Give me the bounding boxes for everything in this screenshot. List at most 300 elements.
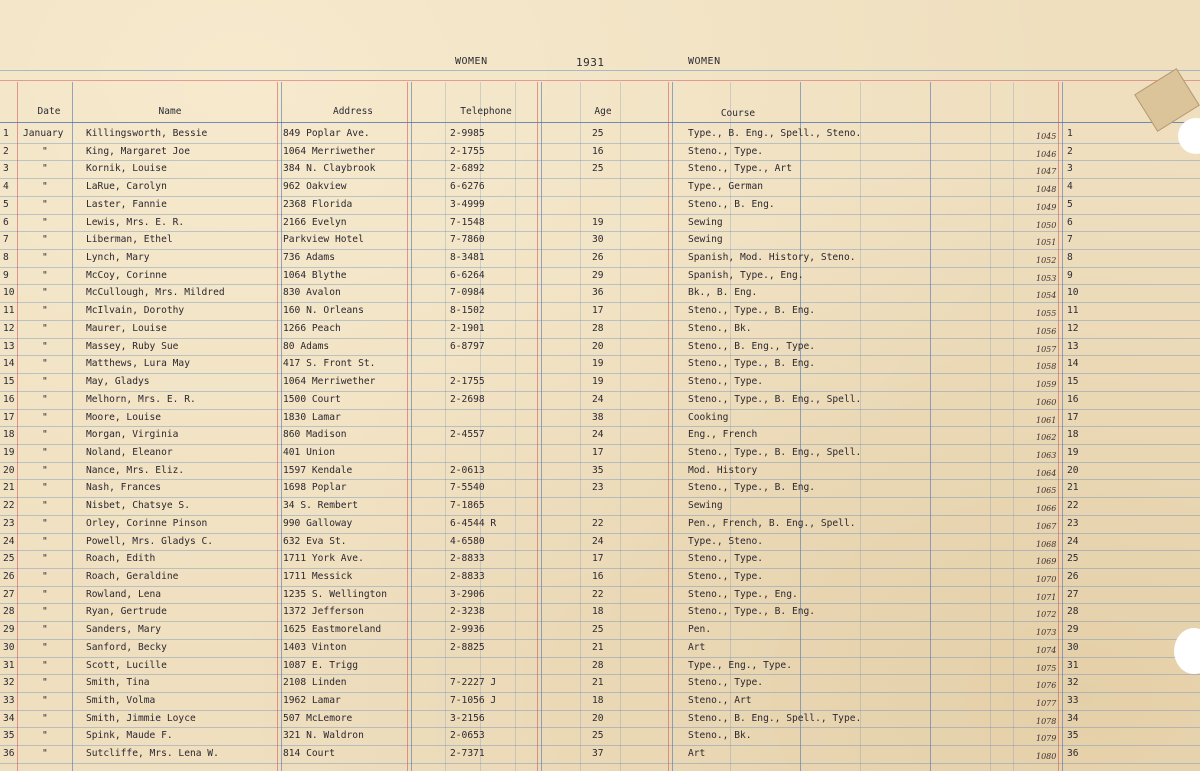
address-cell: 1235 S. Wellington <box>283 588 387 600</box>
address-cell: 1698 Poplar <box>283 482 347 494</box>
row-number-right: 20 <box>1067 464 1079 476</box>
name-cell: McCoy, Corinne <box>86 269 167 281</box>
course-cell: Steno., Type. <box>688 553 764 565</box>
header-right-label: WOMEN <box>688 56 721 67</box>
address-cell: 1711 Messick <box>283 571 353 582</box>
name-cell: Moore, Louise <box>86 411 162 423</box>
row-number-right: 2 <box>1067 145 1073 157</box>
col-header-age: Age <box>594 106 612 117</box>
course-cell: Bk., B. Eng. <box>688 287 758 299</box>
telephone-cell: 3-4999 <box>450 198 485 210</box>
age-cell: 25 <box>592 163 604 175</box>
course-cell: Steno., Type., B. Eng. <box>688 305 816 317</box>
row-number: 22 <box>3 500 15 512</box>
address-cell: 814 Court <box>283 748 335 760</box>
address-cell: 2166 Evelyn <box>283 216 347 228</box>
table-row <box>0 675 1200 693</box>
telephone-cell: 6-6276 <box>450 181 485 193</box>
entry-number: 1048 <box>1036 185 1057 195</box>
name-cell: McCullough, Mrs. Mildred <box>86 287 225 299</box>
date-cell: " <box>42 429 48 441</box>
address-cell: 1403 Vinton <box>283 641 347 653</box>
table-row <box>0 569 1200 587</box>
course-cell: Eng., French <box>688 429 758 441</box>
table-row <box>0 410 1200 428</box>
telephone-cell: 2-0653 <box>450 730 485 742</box>
table-row <box>0 161 1200 179</box>
name-cell: LaRue, Carolyn <box>86 181 167 193</box>
course-cell: Pen., French, B. Eng., Spell. <box>688 517 856 529</box>
age-cell: 16 <box>592 145 604 157</box>
name-cell: Kornik, Louise <box>86 163 167 175</box>
row-number-right: 30 <box>1067 641 1079 653</box>
date-cell: " <box>42 500 48 512</box>
address-cell: 2108 Linden <box>283 677 347 689</box>
name-cell: Powell, Mrs. Gladys C. <box>86 535 214 547</box>
course-cell: Steno., Type., Art <box>688 163 792 175</box>
row-number-right: 24 <box>1067 535 1079 547</box>
row-number: 14 <box>3 358 15 370</box>
age-cell: 20 <box>592 712 604 724</box>
row-number: 31 <box>3 659 15 671</box>
row-number: 35 <box>3 730 15 742</box>
row-number-right: 6 <box>1067 216 1073 228</box>
telephone-cell: 7-0984 <box>450 287 485 299</box>
name-cell: Maurer, Louise <box>86 322 167 334</box>
course-cell: Sewing <box>688 216 723 228</box>
row-number: 3 <box>3 163 9 175</box>
entry-number: 1080 <box>1036 752 1057 762</box>
entry-number: 1077 <box>1036 699 1057 709</box>
age-cell: 19 <box>592 216 604 228</box>
name-cell: Smith, Volma <box>86 695 156 707</box>
name-cell: May, Gladys <box>86 376 150 388</box>
address-cell: 1711 York Ave. <box>283 553 364 565</box>
row-number: 11 <box>3 305 15 317</box>
telephone-cell: 2-9985 <box>450 128 485 139</box>
date-cell: " <box>42 393 48 405</box>
address-cell: 1064 Blythe <box>283 269 347 281</box>
telephone-cell: 2-1901 <box>450 322 485 334</box>
row-number: 2 <box>3 145 9 157</box>
course-cell: Steno., B. Eng., Spell., Type. <box>688 712 862 724</box>
entry-number: 1047 <box>1036 167 1057 177</box>
age-cell: 23 <box>592 482 604 494</box>
date-cell: " <box>42 376 48 388</box>
age-cell: 25 <box>592 128 604 139</box>
date-cell: " <box>42 340 48 352</box>
name-cell: Roach, Edith <box>86 553 156 565</box>
date-cell: " <box>42 553 48 565</box>
entry-number: 1058 <box>1036 362 1057 372</box>
entry-number: 1046 <box>1036 149 1057 159</box>
entry-number: 1054 <box>1036 291 1057 301</box>
course-cell: Type., Steno. <box>688 535 764 547</box>
row-number: 28 <box>3 606 15 618</box>
row-number: 34 <box>3 712 15 724</box>
row-number-right: 14 <box>1067 358 1079 370</box>
row-number-right: 22 <box>1067 500 1079 512</box>
course-cell: Spanish, Type., Eng. <box>688 269 804 281</box>
age-cell: 19 <box>592 376 604 388</box>
telephone-cell: 6-4544 R <box>450 517 497 529</box>
date-cell: " <box>42 712 48 724</box>
date-cell: January <box>23 128 64 139</box>
name-cell: Lynch, Mary <box>86 252 150 264</box>
course-cell: Steno., Bk. <box>688 730 752 742</box>
entry-number: 1074 <box>1036 645 1057 655</box>
address-cell: 80 Adams <box>283 340 330 352</box>
address-cell: 1625 Eastmoreland <box>283 624 382 636</box>
date-cell: " <box>42 181 48 193</box>
name-cell: Smith, Jimmie Loyce <box>86 712 196 724</box>
table-row <box>0 126 1200 144</box>
row-number: 15 <box>3 376 15 388</box>
row-number: 12 <box>3 322 15 334</box>
name-cell: Lewis, Mrs. E. R. <box>86 216 185 228</box>
name-cell: Smith, Tina <box>86 677 150 689</box>
age-cell: 28 <box>592 659 604 671</box>
name-cell: Liberman, Ethel <box>86 234 173 246</box>
row-number-right: 13 <box>1067 340 1079 352</box>
entry-number: 1078 <box>1036 716 1057 726</box>
entry-number: 1045 <box>1036 132 1057 141</box>
date-cell: " <box>42 269 48 281</box>
telephone-cell: 4-6580 <box>450 535 485 547</box>
telephone-cell: 2-8833 <box>450 553 485 565</box>
name-cell: Scott, Lucille <box>86 659 167 671</box>
name-cell: Melhorn, Mrs. E. R. <box>86 393 196 405</box>
row-number-right: 4 <box>1067 181 1073 193</box>
table-row <box>0 693 1200 711</box>
age-cell: 24 <box>592 393 604 405</box>
address-cell: 417 S. Front St. <box>283 358 376 370</box>
date-cell: " <box>42 695 48 707</box>
top-rule <box>0 70 1200 71</box>
row-number: 20 <box>3 464 15 476</box>
address-cell: 632 Eva St. <box>283 535 347 547</box>
date-cell: " <box>42 446 48 458</box>
row-number-right: 1 <box>1067 128 1073 139</box>
age-cell: 18 <box>592 695 604 707</box>
entry-number: 1069 <box>1036 557 1057 567</box>
row-number: 23 <box>3 517 15 529</box>
telephone-cell: 6-6264 <box>450 269 485 281</box>
course-cell: Steno., Type. <box>688 571 764 582</box>
row-number-right: 25 <box>1067 553 1079 565</box>
row-number: 10 <box>3 287 15 299</box>
row-number: 7 <box>3 234 9 246</box>
entry-number: 1068 <box>1036 539 1057 549</box>
header-left-label: WOMEN <box>455 56 488 67</box>
address-cell: 34 S. Rembert <box>283 500 359 512</box>
address-cell: 860 Madison <box>283 429 347 441</box>
entry-number: 1059 <box>1036 380 1057 390</box>
telephone-cell: 2-4557 <box>450 429 485 441</box>
age-cell: 20 <box>592 340 604 352</box>
course-cell: Steno., Type., B. Eng. <box>688 482 816 494</box>
entry-number: 1055 <box>1036 309 1057 319</box>
table-row <box>0 728 1200 746</box>
address-cell: 962 Oakview <box>283 181 347 193</box>
entry-number: 1070 <box>1036 575 1057 584</box>
age-cell: 22 <box>592 517 604 529</box>
address-cell: 1830 Lamar <box>283 411 341 423</box>
age-cell: 25 <box>592 730 604 742</box>
course-cell: Steno., Type., B. Eng., Spell. <box>688 446 862 458</box>
row-number: 32 <box>3 677 15 689</box>
row-number-right: 9 <box>1067 269 1073 281</box>
address-cell: 1087 E. Trigg <box>283 659 359 671</box>
name-cell: King, Margaret Joe <box>86 145 190 157</box>
course-cell: Pen. <box>688 624 712 636</box>
row-number-right: 19 <box>1067 446 1079 458</box>
row-number: 33 <box>3 695 15 707</box>
course-cell: Type., German <box>688 181 764 193</box>
course-cell: Steno., Type., B. Eng. <box>688 606 816 618</box>
telephone-cell: 2-9936 <box>450 624 485 636</box>
address-cell: 401 Union <box>283 446 335 458</box>
row-number: 25 <box>3 553 15 565</box>
age-cell: 24 <box>592 429 604 441</box>
date-cell: " <box>42 163 48 175</box>
telephone-cell: 3-2906 <box>450 588 485 600</box>
course-cell: Steno., Type., B. Eng. <box>688 358 816 370</box>
address-cell: 1064 Merriwether <box>283 145 376 157</box>
col-header-name: Name <box>158 106 182 117</box>
row-number-right: 17 <box>1067 411 1079 423</box>
row-number: 21 <box>3 482 15 494</box>
course-cell: Art <box>688 641 706 653</box>
name-cell: Sutcliffe, Mrs. Lena W. <box>86 748 219 760</box>
col-header-course: Course <box>720 108 756 119</box>
telephone-cell: 7-1548 <box>450 216 485 228</box>
row-number-right: 35 <box>1067 730 1079 742</box>
date-cell: " <box>42 411 48 423</box>
table-row <box>0 339 1200 357</box>
date-cell: " <box>42 659 48 671</box>
course-cell: Steno., Art <box>688 695 752 707</box>
row-number: 30 <box>3 641 15 653</box>
date-cell: " <box>42 588 48 600</box>
table-row <box>0 587 1200 605</box>
col-header-date: Date <box>37 106 61 117</box>
name-cell: Roach, Geraldine <box>86 571 179 582</box>
date-cell: " <box>42 305 48 317</box>
telephone-cell: 8-1502 <box>450 305 485 317</box>
telephone-cell: 2-6892 <box>450 163 485 175</box>
row-number-right: 36 <box>1067 748 1079 760</box>
entry-number: 1056 <box>1036 326 1057 336</box>
row-number-right: 10 <box>1067 287 1079 299</box>
date-cell: " <box>42 641 48 653</box>
name-cell: Ryan, Gertrude <box>86 606 167 618</box>
age-cell: 17 <box>592 305 604 317</box>
address-cell: 321 N. Waldron <box>283 730 364 742</box>
telephone-cell: 7-1865 <box>450 500 485 512</box>
entry-number: 1063 <box>1036 450 1057 460</box>
row-number: 6 <box>3 216 9 228</box>
date-cell: " <box>42 571 48 582</box>
telephone-cell: 2-1755 <box>450 376 485 388</box>
date-cell: " <box>42 730 48 742</box>
entry-number: 1066 <box>1036 504 1057 514</box>
entry-number: 1067 <box>1036 521 1057 531</box>
course-cell: Art <box>688 748 706 760</box>
age-cell: 25 <box>592 624 604 636</box>
table-row <box>0 480 1200 498</box>
table-row <box>0 746 1200 764</box>
age-cell: 16 <box>592 571 604 582</box>
date-cell: " <box>42 198 48 210</box>
age-cell: 35 <box>592 464 604 476</box>
address-cell: 849 Poplar Ave. <box>283 128 370 139</box>
row-number: 13 <box>3 340 15 352</box>
name-cell: Orley, Corinne Pinson <box>86 517 208 529</box>
table-row <box>0 516 1200 534</box>
name-cell: Morgan, Virginia <box>86 429 179 441</box>
course-cell: Steno., Type., B. Eng., Spell. <box>688 393 862 405</box>
name-cell: Nance, Mrs. Eliz. <box>86 464 185 476</box>
entry-number: 1057 <box>1036 344 1057 354</box>
row-number: 9 <box>3 269 9 281</box>
row-number: 18 <box>3 429 15 441</box>
date-cell: " <box>42 482 48 494</box>
age-cell: 21 <box>592 641 604 653</box>
table-row <box>0 144 1200 162</box>
age-cell: 21 <box>592 677 604 689</box>
table-row <box>0 711 1200 729</box>
header-rule <box>0 122 1200 123</box>
name-cell: Sanford, Becky <box>86 641 167 653</box>
table-row <box>0 179 1200 197</box>
course-cell: Mod. History <box>688 464 758 476</box>
table-row <box>0 356 1200 374</box>
telephone-cell: 2-3238 <box>450 606 485 618</box>
telephone-cell: 7-7860 <box>450 234 485 246</box>
row-number-right: 16 <box>1067 393 1079 405</box>
table-row <box>0 232 1200 250</box>
entry-number: 1075 <box>1036 663 1057 673</box>
name-cell: Noland, Eleanor <box>86 446 173 458</box>
age-cell: 37 <box>592 748 604 760</box>
address-cell: 507 McLemore <box>283 712 353 724</box>
address-cell: 384 N. Claybrook <box>283 163 376 175</box>
date-cell: " <box>42 624 48 636</box>
age-cell: 17 <box>592 553 604 565</box>
row-number: 24 <box>3 535 15 547</box>
table-row <box>0 321 1200 339</box>
date-cell: " <box>42 287 48 299</box>
entry-number: 1071 <box>1036 592 1057 602</box>
name-cell: Massey, Ruby Sue <box>86 340 179 352</box>
row-number-right: 26 <box>1067 571 1079 582</box>
entry-number: 1049 <box>1036 202 1057 212</box>
entry-number: 1064 <box>1036 468 1057 478</box>
date-cell: " <box>42 748 48 760</box>
address-cell: 160 N. Orleans <box>283 305 364 317</box>
age-cell: 22 <box>592 588 604 600</box>
telephone-cell: 7-5540 <box>450 482 485 494</box>
name-cell: Nash, Frances <box>86 482 162 494</box>
address-cell: 990 Galloway <box>283 517 353 529</box>
age-cell: 38 <box>592 411 604 423</box>
row-number-right: 18 <box>1067 429 1079 441</box>
table-row <box>0 285 1200 303</box>
row-number: 8 <box>3 252 9 264</box>
table-row <box>0 268 1200 286</box>
header-year: 1931 <box>576 56 605 69</box>
table-row <box>0 622 1200 640</box>
row-number: 1 <box>3 128 9 139</box>
row-number-right: 21 <box>1067 482 1079 494</box>
address-cell: 1597 Kendale <box>283 464 353 476</box>
course-cell: Cooking <box>688 411 729 423</box>
date-cell: " <box>42 216 48 228</box>
name-cell: Laster, Fannie <box>86 198 167 210</box>
table-row <box>0 445 1200 463</box>
date-cell: " <box>42 234 48 246</box>
date-cell: " <box>42 322 48 334</box>
row-number: 27 <box>3 588 15 600</box>
age-cell: 19 <box>592 358 604 370</box>
entry-number: 1065 <box>1036 486 1057 496</box>
entry-number: 1060 <box>1036 397 1057 407</box>
entry-number: 1073 <box>1036 628 1057 638</box>
address-cell: 1064 Merriwether <box>283 376 376 388</box>
entry-number: 1079 <box>1036 734 1057 744</box>
address-cell: 736 Adams <box>283 252 335 264</box>
course-cell: Type., Eng., Type. <box>688 659 792 671</box>
entry-number: 1052 <box>1036 256 1057 266</box>
row-number: 4 <box>3 181 9 193</box>
age-cell: 26 <box>592 252 604 264</box>
course-cell: Steno., Type. <box>688 677 764 689</box>
row-number-right: 33 <box>1067 695 1079 707</box>
address-cell: 830 Avalon <box>283 287 341 299</box>
age-cell: 24 <box>592 535 604 547</box>
row-number-right: 34 <box>1067 712 1079 724</box>
address-cell: 1962 Lamar <box>283 695 341 707</box>
entry-number: 1076 <box>1036 681 1057 691</box>
telephone-cell: 2-2698 <box>450 393 485 405</box>
row-number-right: 23 <box>1067 517 1079 529</box>
telephone-cell: 7-2227 J <box>450 677 497 689</box>
name-cell: Matthews, Lura May <box>86 358 190 370</box>
telephone-cell: 2-1755 <box>450 145 485 157</box>
course-cell: Sewing <box>688 234 723 246</box>
row-number: 26 <box>3 571 15 582</box>
name-cell: Sanders, Mary <box>86 624 162 636</box>
course-cell: Steno., Type., Eng. <box>688 588 798 600</box>
table-row <box>0 392 1200 410</box>
date-cell: " <box>42 677 48 689</box>
top-rule-red <box>0 80 1200 81</box>
table-row <box>0 215 1200 233</box>
table-row <box>0 534 1200 552</box>
entry-number: 1051 <box>1036 238 1057 248</box>
table-row <box>0 551 1200 569</box>
address-cell: 1266 Peach <box>283 322 341 334</box>
table-row <box>0 463 1200 481</box>
course-cell: Steno., B. Eng., Type. <box>688 340 816 352</box>
date-cell: " <box>42 517 48 529</box>
entry-number: 1072 <box>1036 610 1057 620</box>
entry-number: 1053 <box>1036 273 1057 283</box>
course-cell: Steno., Bk. <box>688 322 752 334</box>
name-cell: Rowland, Lena <box>86 588 162 600</box>
table-row <box>0 658 1200 676</box>
